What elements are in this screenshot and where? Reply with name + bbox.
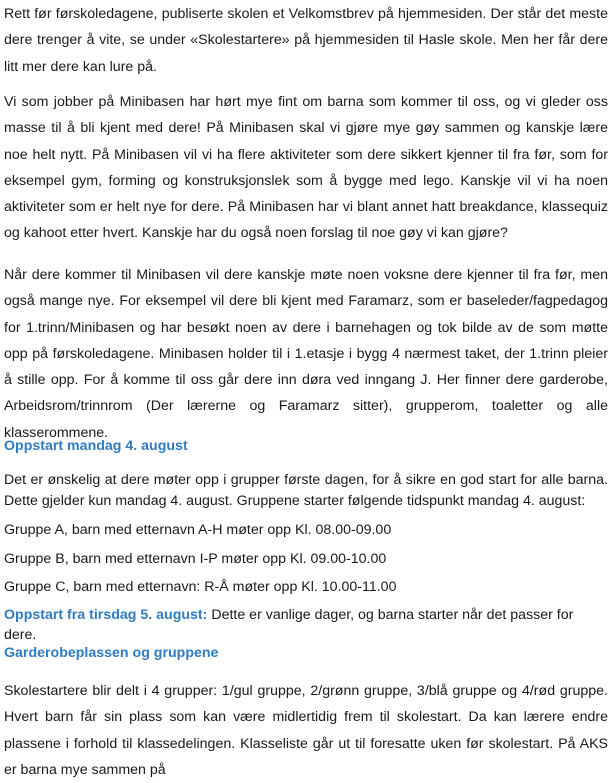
oppstart-tirsdag-line xyxy=(4,605,608,645)
section-heading-oppstart-tirsdag: Oppstart fra tirsdag 5. august: xyxy=(4,607,208,623)
group-b-line: Gruppe B, barn med etternavn I-P møter opp Kl. 09.00-10.00 xyxy=(4,551,387,567)
section-heading-oppstart-mandag: Oppstart mandag 4. august xyxy=(4,438,188,454)
intro-paragraph: Rett før førskoledagene, publiserte skolen et Velkomstbrev på hjemmesiden. Der står det meste dere trenger å vite, se under «Skolestartere» på hjemmesiden til Hasle skole. Men her får dere litt mer dere kan lure på. xyxy=(4,6,608,75)
adults-paragraph: Når dere kommer til Minibasen vil dere kanskje møte noen voksne dere kjenner til fra før, men også mange nye. For eksempel vil dere bli kjent med Faramarz, som er baseleder/fagpedagog for 1.trinn/Minibasen og har besøkt noen av dere i barnehagen og tok bilde av de som møtte opp på førskoledagene. Minibasen holder til i 1.etasje i bygg 4 nærmest taket, der 1.trinn pleier å stille opp. For å komme til oss går dere inn døra ved inngang J. Her finner dere garderobe, Arbeidsrom/trinnrom (Der lærerne og Faramarz sitter), grupperom, toaletter og alle klasserommene. xyxy=(4,267,608,441)
oppstart-tirsdag-text: Dette er vanlige dager, og barna starter når det passer for dere. xyxy=(4,607,574,643)
group-c-line: Gruppe C, barn med etternavn: R-Å møter opp Kl. 10.00-11.00 xyxy=(4,579,397,595)
group-a-line: Gruppe A, barn med etternavn A-H møter opp Kl. 08.00-09.00 xyxy=(4,522,392,538)
oppstart-intro-paragraph: Det er ønskelig at dere møter opp i grupper første dagen, for å sikre en god start for alle barna. Dette gjelder kun mandag 4. august. Gruppene starter følgende tidspunkt mandag 4. august: xyxy=(4,472,608,509)
section-heading-garderobe: Garderobeplassen og gruppene xyxy=(4,645,219,661)
minibasen-paragraph: Vi som jobber på Minibasen har hørt mye fint om barna som kommer til oss, og vi gleder oss masse til å bli kjent med dere! På Minibasen skal vi gjøre mye gøy sammen og kanskje lære noe helt nytt. På Minibasen vil vi ha flere aktiviteter som dere sikkert kjenner til fra før, som for eksempel gym, forming og konstruksjonslek som å bygge med lego. Kanskje vil vi ha noen aktiviteter som er helt nye for dere. På Minibasen har vi blant annet hatt breakdance, klassequiz og kahoot etter hvert. Kanskje har du også noen forslag til noe gøy vi kan gjøre? xyxy=(4,94,608,242)
garderobe-paragraph: Skolestartere blir delt i 4 grupper: 1/gul gruppe, 2/grønn gruppe, 3/blå gruppe og 4/rød gruppe. Hvert barn får sin plass som kan være midlertidig frem til skolestart. Da kan lærere endre plassene i forhold til klassedelingen. Klasseliste går ut til foresatte uken før skolestart. På AKS er barna mye sammen på xyxy=(4,683,608,778)
